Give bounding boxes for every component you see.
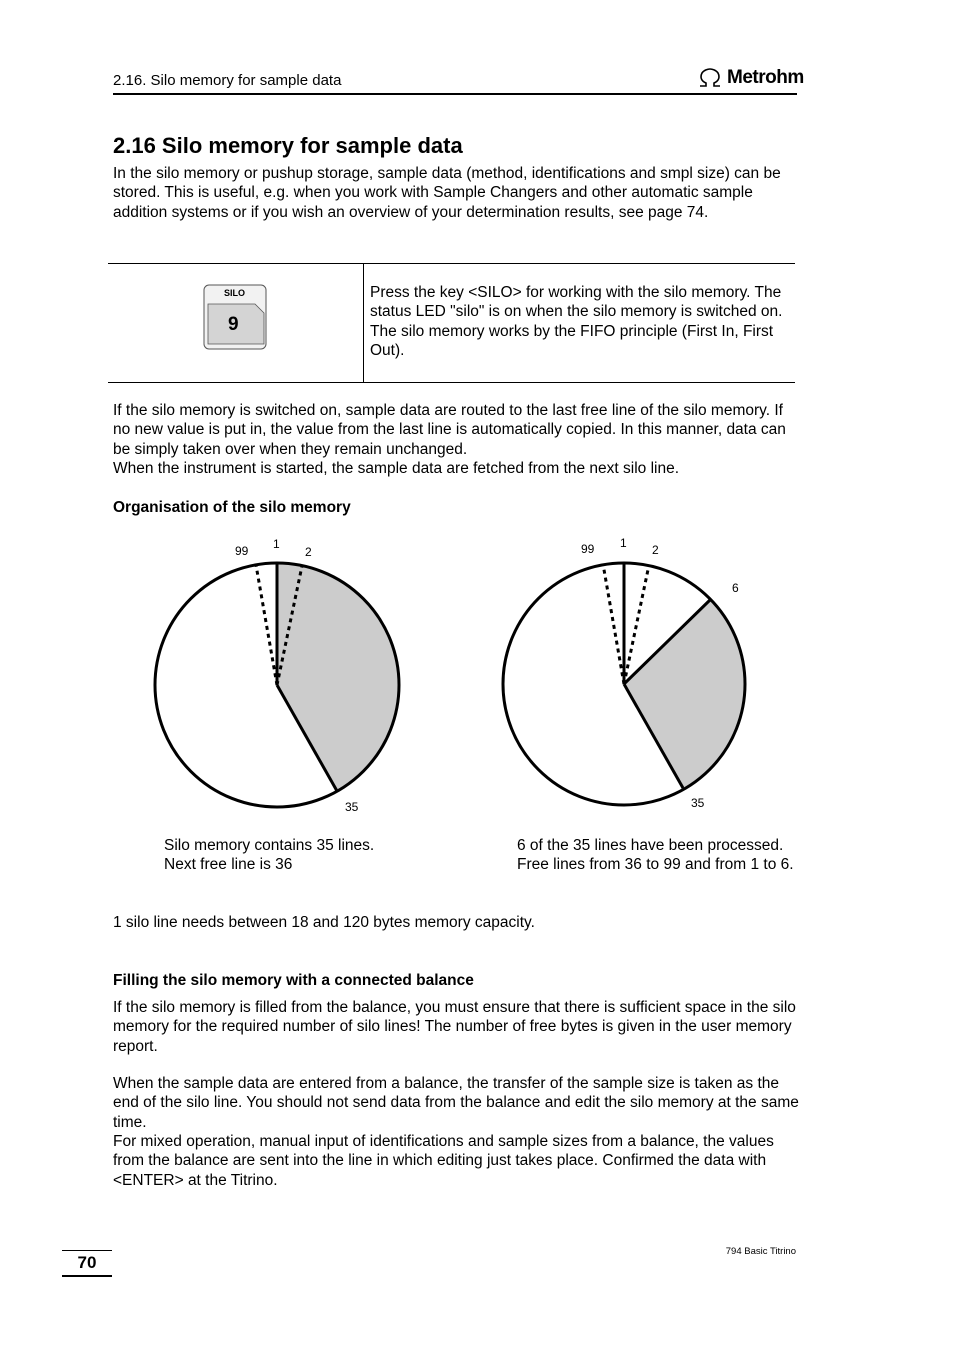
balance-paragraph-2: When the sample data are entered from a balance, the transfer of the sample size is taken as the end of the silo line. You should not send data from the balance and edit the silo memory at the same time. bbox=[113, 1075, 799, 1131]
balance-paragraph-3: For mixed operation, manual input of identifications and sample sizes from a balance, the values from the balance are sent into the line in which editing just takes place. Confirmed the data with <ENTER> at the Titrino. bbox=[113, 1133, 774, 1189]
header-rule bbox=[113, 93, 797, 95]
balance-paragraph-1: If the silo memory is filled from the balance, you must ensure that there is sufficient space in the silo memory for the required number of silo lines! The number of free bytes is given in the user memory report. bbox=[113, 999, 796, 1055]
key-description: Press the key <SILO> for working with the silo memory. The status LED "silo" is on when the silo memory is switched on. The silo memory works by the FIFO principle (First In, First Out). bbox=[370, 284, 783, 359]
pie-right-label-99: 99 bbox=[581, 542, 595, 556]
caption-left bbox=[164, 836, 464, 875]
page-number: 70 bbox=[62, 1250, 112, 1277]
pie-left-label-1: 1 bbox=[273, 537, 280, 551]
pie-left-label-2: 2 bbox=[305, 545, 312, 559]
omega-icon bbox=[697, 68, 723, 88]
logo-text: Metrohm bbox=[727, 67, 804, 88]
page-title: 2.16 Silo memory for sample data bbox=[113, 133, 463, 158]
routing-text-1: If the silo memory is switched on, sample data are routed to the last free line of the silo memory. If no new value is put in, the value from the last line is automatically copied. In this manner, data can be simply taken over when they remain unchanged. bbox=[113, 402, 786, 458]
pie-right-label-2: 2 bbox=[652, 543, 659, 557]
product-name: 794 Basic Titrino bbox=[725, 1246, 796, 1257]
caption-left-line-1: Silo memory contains 35 lines. bbox=[164, 837, 375, 854]
key-number: 9 bbox=[228, 314, 239, 335]
pie-right-label-6: 6 bbox=[732, 581, 739, 595]
balance-heading: Filling the silo memory with a connected balance bbox=[113, 972, 474, 989]
silo-diagrams bbox=[140, 530, 780, 820]
pie-left-label-35: 35 bbox=[345, 800, 359, 814]
table-divider bbox=[363, 263, 364, 382]
routing-text-2: When the instrument is started, the sample data are fetched from the next silo line. bbox=[113, 459, 680, 477]
organisation-heading: Organisation of the silo memory bbox=[113, 499, 351, 516]
pie-chart-left bbox=[155, 537, 399, 814]
metrohm-logo bbox=[697, 67, 804, 89]
intro-paragraph: In the silo memory or pushup storage, sample data (method, identifications and smpl size) can be stored. This is useful, e.g. when you work with Sample Changers and other automatic sample addition systems or if you wish an overview of your determination results, see page 74. bbox=[113, 165, 781, 221]
caption-right: 6 of the 35 lines have been processed. Free lines from 36 to 99 and from 1 to 6. bbox=[517, 837, 794, 874]
bytes-note: 1 silo line needs between 18 and 120 bytes memory capacity. bbox=[113, 914, 535, 931]
pie-right-label-1: 1 bbox=[620, 536, 627, 550]
routing-paragraph bbox=[113, 401, 803, 478]
pie-chart-right bbox=[503, 536, 745, 810]
caption-left-line-2: Next free line is 36 bbox=[164, 856, 293, 874]
key-label: SILO bbox=[224, 288, 246, 298]
pie-right-label-35: 35 bbox=[691, 796, 705, 810]
pie-left-label-99: 99 bbox=[235, 544, 249, 558]
silo-key bbox=[203, 284, 267, 350]
running-header: 2.16. Silo memory for sample data bbox=[113, 72, 342, 89]
